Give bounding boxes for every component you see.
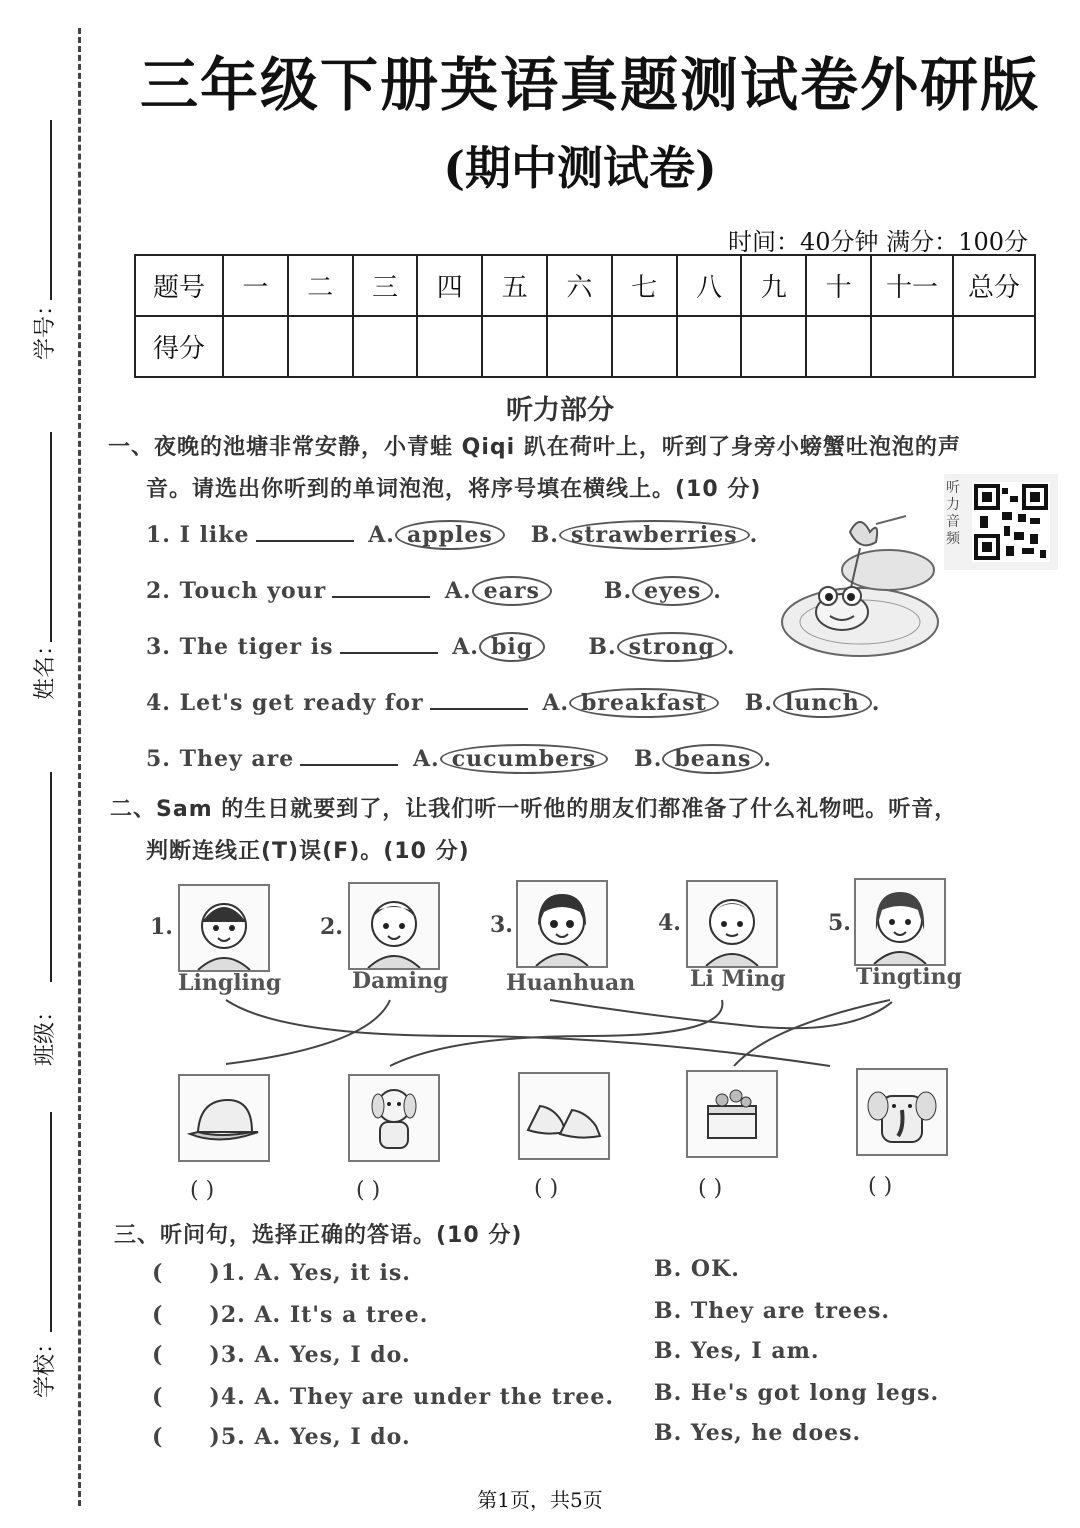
answer-blank[interactable]: [300, 746, 398, 766]
option-a-label: A.: [452, 634, 479, 660]
girl-portrait-icon: [516, 880, 608, 968]
option-b-label: B.: [744, 690, 774, 716]
option-a: )5. A. Yes, I do.: [209, 1424, 411, 1450]
student-id-label: 学号：: [33, 293, 58, 360]
class-label: 班级：: [33, 999, 58, 1066]
item-stem: 1. I like: [146, 522, 250, 548]
girl-portrait-icon: [178, 884, 270, 972]
item-stem: 4. Let's get ready for: [146, 690, 424, 716]
time-info: 时间：40分钟 满分：100分: [728, 228, 1028, 256]
score-cell[interactable]: [353, 316, 418, 377]
option-a: )2. A. It's a tree.: [209, 1302, 429, 1328]
header-cell: 七: [612, 255, 677, 316]
header-cell: 五: [482, 255, 547, 316]
option-b-bubble: beans: [662, 744, 763, 774]
option-a-bubble: cucumbers: [440, 744, 608, 774]
answer-parens[interactable]: ( ): [868, 1174, 893, 1199]
frog-on-lilypad-icon: [780, 512, 944, 662]
open-paren: (: [152, 1384, 164, 1410]
section1-item: [146, 688, 880, 718]
option-b-bubble: eyes: [632, 576, 713, 606]
score-cell[interactable]: [677, 316, 742, 377]
section3-option-b: B. Yes, I am.: [654, 1338, 820, 1364]
option-b-bubble: strawberries: [559, 520, 750, 550]
option-b-label: B.: [634, 746, 663, 772]
section3-option-b: B. He's got long legs.: [654, 1380, 940, 1406]
answer-blank[interactable]: [256, 522, 354, 542]
header-cell: 题号: [135, 255, 223, 316]
period: .: [713, 578, 722, 604]
answer-parens[interactable]: ( ): [356, 1178, 381, 1203]
name-line: [50, 432, 52, 642]
header-cell: 九: [741, 255, 806, 316]
name-label: 姓名：: [33, 633, 58, 700]
toy-dog-icon: [348, 1074, 440, 1162]
option-b-label: B.: [530, 522, 559, 548]
header-cell: 十: [806, 255, 871, 316]
answer-parens[interactable]: ( ): [190, 1178, 215, 1203]
item-stem: 2. Touch your: [146, 578, 327, 604]
sneakers-icon: [518, 1072, 610, 1160]
option-a: )1. A. Yes, it is.: [209, 1260, 411, 1286]
person-name: Tingting: [856, 964, 963, 990]
option-a: )3. A. Yes, I do.: [209, 1342, 411, 1368]
header-cell: 十一: [871, 255, 953, 316]
section3-option-b: B. Yes, he does.: [654, 1420, 862, 1446]
open-paren: (: [152, 1260, 164, 1286]
section1-instruction-line1: 一、夜晚的池塘非常安静，小青蛙 Qiqi 趴在荷叶上，听到了身旁小螃蟹吐泡泡的声: [108, 435, 961, 460]
girl-portrait-icon: [854, 878, 946, 966]
matching-lines: [150, 996, 950, 1074]
person-name: Lingling: [178, 970, 282, 996]
option-b-label: B.: [603, 578, 633, 604]
header-cell: 八: [677, 255, 742, 316]
score-cell[interactable]: [612, 316, 677, 377]
section2-instruction-line2: 判断连线正(T)误(F)。(10 分): [146, 839, 470, 864]
section2-instruction-line1: 二、Sam 的生日就要到了，让我们听一听他的朋友们都准备了什么礼物吧。听音，: [110, 797, 958, 822]
option-a-bubble: apples: [395, 520, 505, 550]
answer-blank[interactable]: [430, 690, 528, 710]
option-b-label: B.: [588, 634, 617, 660]
option-a-label: A.: [368, 522, 395, 548]
section3-item: [152, 1260, 411, 1286]
person-number: 2.: [320, 914, 343, 940]
option-a-label: A.: [444, 578, 472, 604]
section3-item: [152, 1424, 411, 1450]
header-cell: 四: [417, 255, 482, 316]
header-cell: 三: [353, 255, 418, 316]
person-name: Li Ming: [690, 966, 786, 992]
section1-item: [146, 744, 772, 774]
person-number: 3.: [490, 912, 513, 938]
answer-blank[interactable]: [332, 578, 430, 598]
score-cell[interactable]: [547, 316, 612, 377]
section1-item: [146, 576, 722, 606]
score-table-score-row: [135, 316, 1035, 377]
section3-option-b: B. OK.: [654, 1256, 740, 1282]
section3-instruction: 三、听问句，选择正确的答语。(10 分): [114, 1223, 523, 1248]
person-name: Daming: [352, 968, 449, 994]
score-cell[interactable]: [223, 316, 288, 377]
option-a-bubble: ears: [472, 576, 552, 606]
header-cell: 一: [223, 255, 288, 316]
score-table: [134, 254, 1036, 378]
page-title: 三年级下册英语真题测试卷外研版: [139, 51, 1040, 119]
section3-item: [152, 1342, 411, 1368]
section1-instruction-line2: 音。请选出你听到的单词泡泡，将序号填在横线上。(10 分): [146, 477, 762, 502]
section3-option-b: B. They are trees.: [654, 1298, 891, 1324]
person-number: 1.: [150, 914, 173, 940]
listening-section-heading: 听力部分: [506, 395, 614, 426]
answer-parens[interactable]: ( ): [698, 1176, 723, 1201]
option-a-bubble: big: [479, 632, 545, 662]
option-a-bubble: breakfast: [569, 688, 719, 718]
period: .: [871, 690, 881, 716]
header-cell: 二: [288, 255, 353, 316]
binding-dashed-line: [78, 28, 81, 1506]
header-cell: 总分: [953, 255, 1035, 316]
page-footer: 第1页，共5页: [477, 1488, 603, 1512]
item-stem: 3. The tiger is: [146, 634, 334, 660]
cap-icon: [178, 1074, 270, 1162]
score-cell[interactable]: [741, 316, 806, 377]
cake-icon: [686, 1070, 778, 1158]
person-name: Huanhuan: [506, 970, 636, 996]
score-cell[interactable]: [806, 316, 871, 377]
person-number: 4.: [658, 910, 681, 936]
answer-parens[interactable]: ( ): [534, 1176, 559, 1201]
option-a-label: A.: [412, 746, 440, 772]
period: .: [726, 634, 736, 660]
option-a-label: A.: [542, 690, 570, 716]
score-cell[interactable]: [953, 316, 1035, 377]
item-stem: 5. They are: [146, 746, 295, 772]
period: .: [763, 746, 773, 772]
open-paren: (: [152, 1342, 164, 1368]
school-label: 学校：: [33, 1331, 58, 1398]
page-subtitle: (期中测试卷): [443, 141, 717, 195]
option-b-bubble: strong: [617, 632, 727, 662]
option-b-bubble: lunch: [773, 688, 872, 718]
boy-portrait-icon: [348, 882, 440, 970]
boy-portrait-icon: [686, 880, 778, 968]
section3-item: [152, 1384, 614, 1410]
header-cell: 六: [547, 255, 612, 316]
person-number: 5.: [828, 910, 851, 936]
section3-item: [152, 1302, 428, 1328]
answer-blank[interactable]: [340, 634, 438, 654]
elephant-bag-icon: [856, 1068, 948, 1156]
qr-label: 听力音频: [946, 480, 960, 547]
open-paren: (: [152, 1302, 164, 1328]
class-line: [50, 772, 52, 982]
section1-item: [146, 632, 736, 662]
score-cell[interactable]: [417, 316, 482, 377]
option-a: )4. A. They are under the tree.: [209, 1384, 614, 1410]
row-label-cell: 得分: [135, 316, 223, 377]
section1-item: [146, 520, 758, 550]
score-table-header-row: [135, 255, 1035, 316]
score-cell[interactable]: [288, 316, 353, 377]
school-line: [50, 1112, 52, 1332]
score-cell[interactable]: [871, 316, 953, 377]
score-cell[interactable]: [482, 316, 547, 377]
period: .: [749, 522, 759, 548]
open-paren: (: [152, 1424, 164, 1450]
